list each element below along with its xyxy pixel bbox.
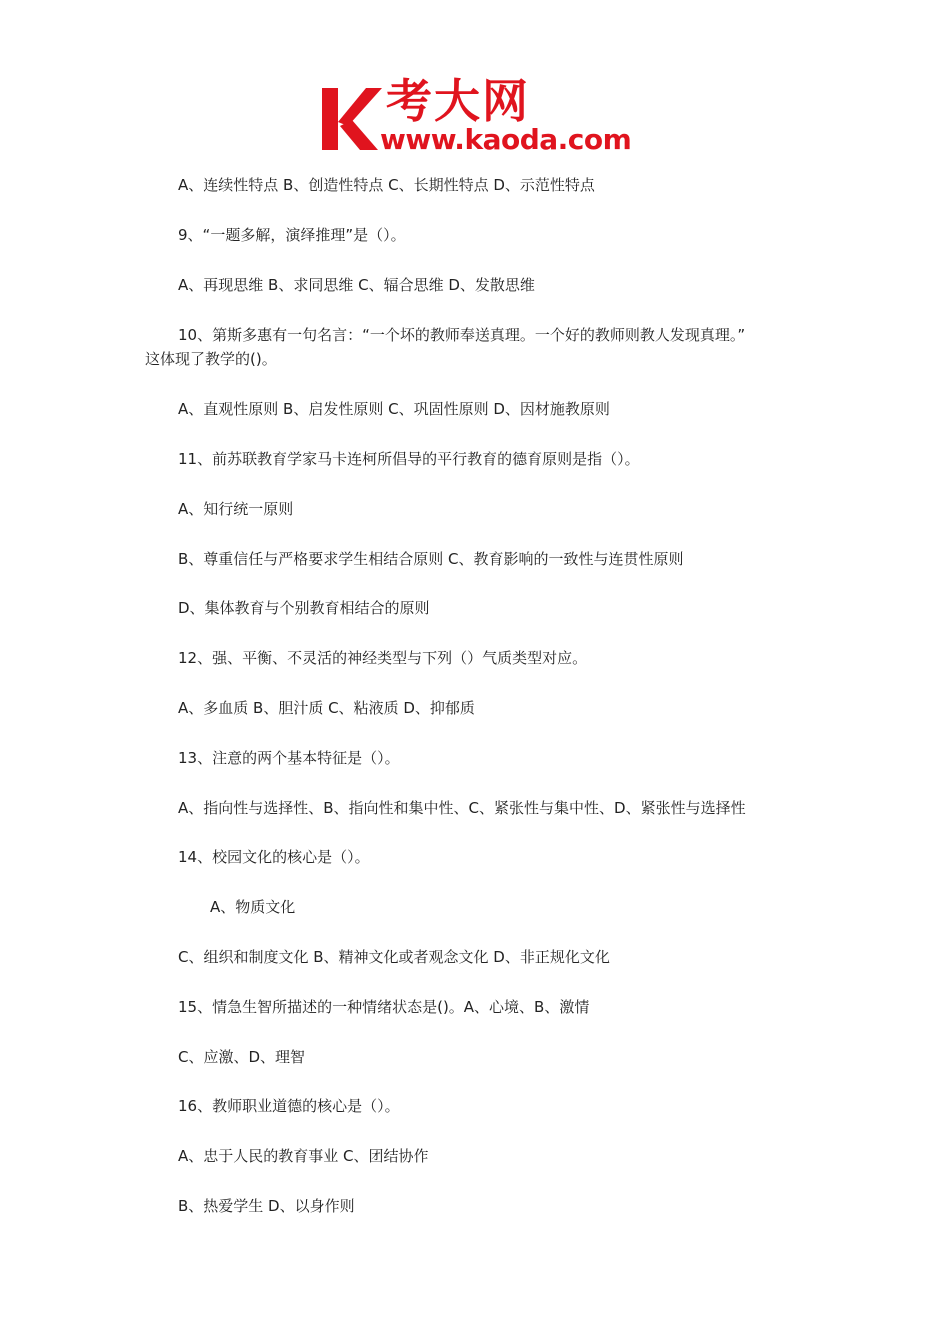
q14-options-b-c-d: C、组织和制度文化 B、精神文化或者观念文化 D、非正规化文化 bbox=[178, 948, 610, 966]
q15-options: C、应激、D、理智 bbox=[178, 1048, 306, 1066]
q16-options-b-d: B、热爱学生 D、以身作则 bbox=[178, 1197, 355, 1215]
q10-options: A、直观性原则 B、启发性原则 C、巩固性原则 D、因材施教原则 bbox=[178, 400, 610, 418]
q13-options: A、指向性与选择性、B、指向性和集中性、C、紧张性与集中性、D、紧张性与选择性 bbox=[178, 799, 746, 817]
q9-options: A、再现思维 B、求同思维 C、辐合思维 D、发散思维 bbox=[178, 276, 535, 294]
q14-option-a: A、物质文化 bbox=[210, 898, 296, 916]
q11-question: 11、前苏联教育学家马卡连柯所倡导的平行教育的德育原则是指（）。 bbox=[178, 450, 640, 468]
q9-question: 9、“一题多解，演绎推理”是（）。 bbox=[178, 226, 406, 244]
logo-brand-text: 考大网 bbox=[386, 74, 530, 128]
q11-option-b-c: B、尊重信任与严格要求学生相结合原则 C、教育影响的一致性与连贯性原则 bbox=[178, 550, 684, 568]
kaoda-logo bbox=[318, 74, 640, 158]
q14-question: 14、校园文化的核心是（）。 bbox=[178, 848, 370, 866]
q15-question: 15、情急生智所描述的一种情绪状态是()。A、心境、B、激情 bbox=[178, 998, 590, 1016]
q13-question: 13、注意的两个基本特征是（）。 bbox=[178, 749, 400, 767]
q10-question-line1: 10、第斯多惠有一句名言：“一个坏的教师奉送真理。一个好的教师则教人发现真理。” bbox=[178, 326, 746, 344]
q11-option-a: A、知行统一原则 bbox=[178, 500, 294, 518]
q11-option-d: D、集体教育与个别教育相结合的原则 bbox=[178, 599, 430, 617]
q10-question-line2: 这体现了教学的()。 bbox=[145, 350, 277, 368]
k-logo-icon bbox=[318, 86, 384, 152]
q16-options-a-c: A、忠于人民的教育事业 C、团结协作 bbox=[178, 1147, 429, 1165]
q8-options: A、连续性特点 B、创造性特点 C、长期性特点 D、示范性特点 bbox=[178, 176, 595, 194]
logo-url-text: www.kaoda.com bbox=[380, 123, 632, 156]
q12-question: 12、强、平衡、不灵活的神经类型与下列（）气质类型对应。 bbox=[178, 649, 588, 667]
q16-question: 16、教师职业道德的核心是（）。 bbox=[178, 1097, 400, 1115]
q12-options: A、多血质 B、胆汁质 C、粘液质 D、抑郁质 bbox=[178, 699, 475, 717]
